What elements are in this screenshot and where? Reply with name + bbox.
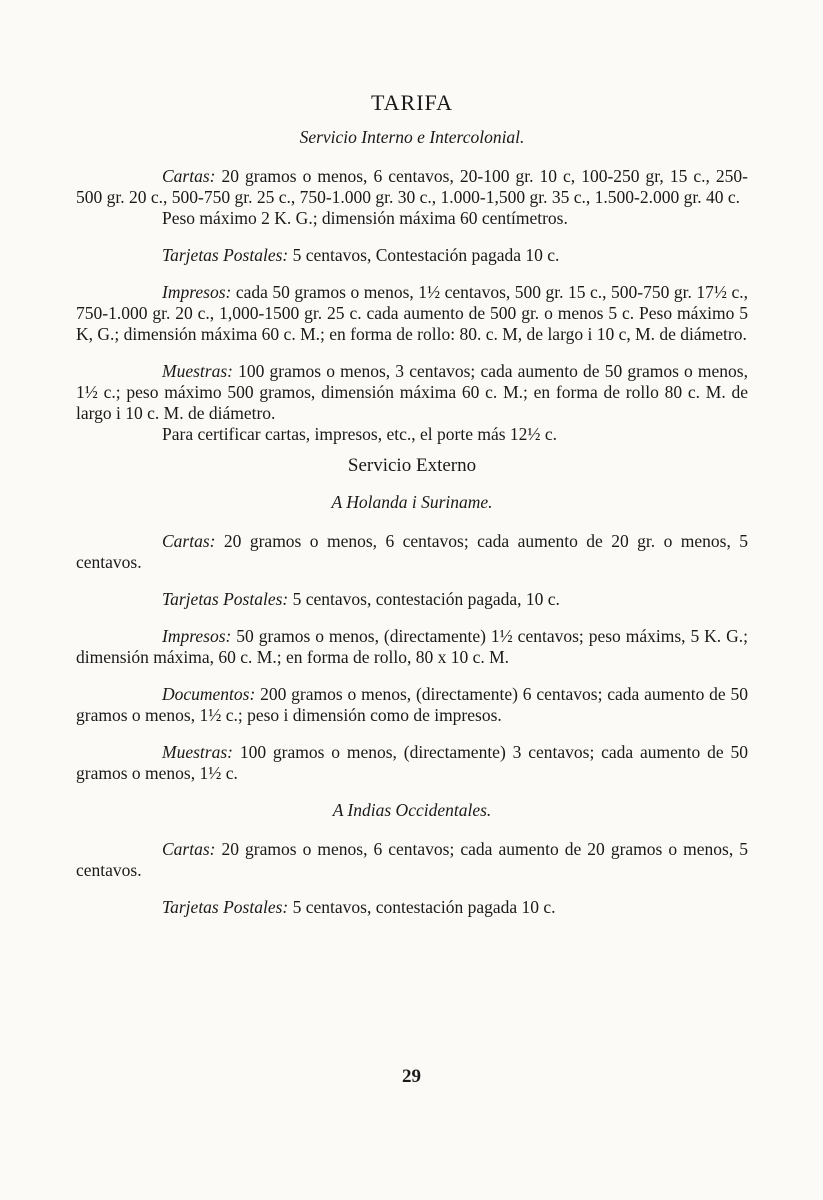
page-number: 29 (402, 1066, 421, 1087)
paragraph-label: Cartas: (162, 166, 216, 186)
paragraph-tarjetas (76, 245, 748, 266)
paragraph-label: Tarjetas Postales: (162, 589, 289, 609)
paragraph-impresos-holanda (76, 626, 748, 668)
paragraph-text: 200 gramos o menos, (directamente) 6 centavos; cada aumento de 50 gramos o menos, 1½ c.; peso i dimensión como de impresos. (76, 684, 749, 725)
paragraph-text: 5 centavos, contestación pagada 10 c. (292, 897, 556, 917)
paragraph-label: Impresos: (162, 626, 232, 646)
paragraph-documentos-holanda (76, 684, 748, 726)
page-title: TARIFA (370, 90, 454, 115)
section-subtitle-indias: A Indias Occidentales. (332, 800, 492, 820)
paragraph-label: Cartas: (162, 839, 216, 859)
paragraph-text: 100 gramos o menos, (directamente) 3 centavos; cada aumento de 50 gramos o menos, 1½ c. (76, 742, 749, 783)
document-page (76, 92, 748, 934)
paragraph-text: 20 gramos o menos, 6 centavos; cada aumento de 20 gr. o menos, 5 centavos. (76, 531, 748, 572)
paragraph-label: Tarjetas Postales: (162, 245, 289, 265)
paragraph-text: 5 centavos, Contestación pagada 10 c. (292, 245, 560, 265)
paragraph-cartas-holanda (76, 531, 748, 573)
paragraph-text: 5 centavos, contestación pagada, 10 c. (292, 589, 560, 609)
paragraph-cartas (76, 166, 748, 229)
paragraph-label: Impresos: (162, 282, 232, 302)
paragraph-text: cada 50 gramos o menos, 1½ centavos, 500 gr. 15 c., 500-750 gr. 17½ c., 750-1.000 gr. 20 c., 1,000-1500 gr. 25 c. cada aumento de 500 gr. o menos 5 c. Peso máximo 5 K, G.; dimensión máxima 60 c. M.; en forma de rollo: 80. c. M, de largo i 10 c, M. de diámetro. (76, 282, 749, 344)
paragraph-text: 50 gramos o menos, (directamente) 1½ centavos; peso máxims, 5 K. G.; dimensión máxima, 60 c. M.; en forma de rollo, 80 x 10 c. M. (76, 626, 748, 667)
paragraph-label: Muestras: (162, 742, 233, 762)
paragraph-text: 20 gramos o menos, 6 centavos; cada aumento de 20 gramos o menos, 5 centavos. (76, 839, 748, 880)
paragraph-extra: Para certificar cartas, impresos, etc., el porte más 12½ c. (162, 424, 558, 444)
section-subtitle-interno: Servicio Interno e Intercolonial. (299, 127, 525, 147)
section-subtitle-holanda: A Holanda i Suriname. (331, 492, 493, 512)
paragraph-cartas-indias (76, 839, 748, 881)
paragraph-label: Cartas: (162, 531, 216, 551)
paragraph-label: Documentos: (162, 684, 256, 704)
paragraph-tarjetas-indias (76, 897, 748, 918)
paragraph-muestras-holanda (76, 742, 748, 784)
paragraph-text: 100 gramos o menos, 3 centavos; cada aumento de 50 gramos o menos, 1½ c.; peso máximo 500 gramos, dimensión máxima 60 c. M.; en forma de rollo 80 c. M. de largo i 10 c. M. de diámetro. (76, 361, 748, 423)
paragraph-impresos (76, 282, 748, 345)
paragraph-text: 20 gramos o menos, 6 centavos, 20-100 gr. 10 c, 100-250 gr, 15 c., 250-500 gr. 20 c., 500-750 gr. 25 c., 750-1.000 gr. 30 c., 1.000-1,500 gr. 35 c., 1.500-2.000 gr. 40 c. (76, 166, 748, 207)
paragraph-extra: Peso máximo 2 K. G.; dimensión máxima 60 centímetros. (162, 208, 568, 228)
paragraph-label: Muestras: (162, 361, 233, 381)
section-heading-externo: Servicio Externo (347, 455, 477, 476)
paragraph-label: Tarjetas Postales: (162, 897, 289, 917)
paragraph-muestras (76, 361, 748, 445)
paragraph-tarjetas-holanda (76, 589, 748, 610)
